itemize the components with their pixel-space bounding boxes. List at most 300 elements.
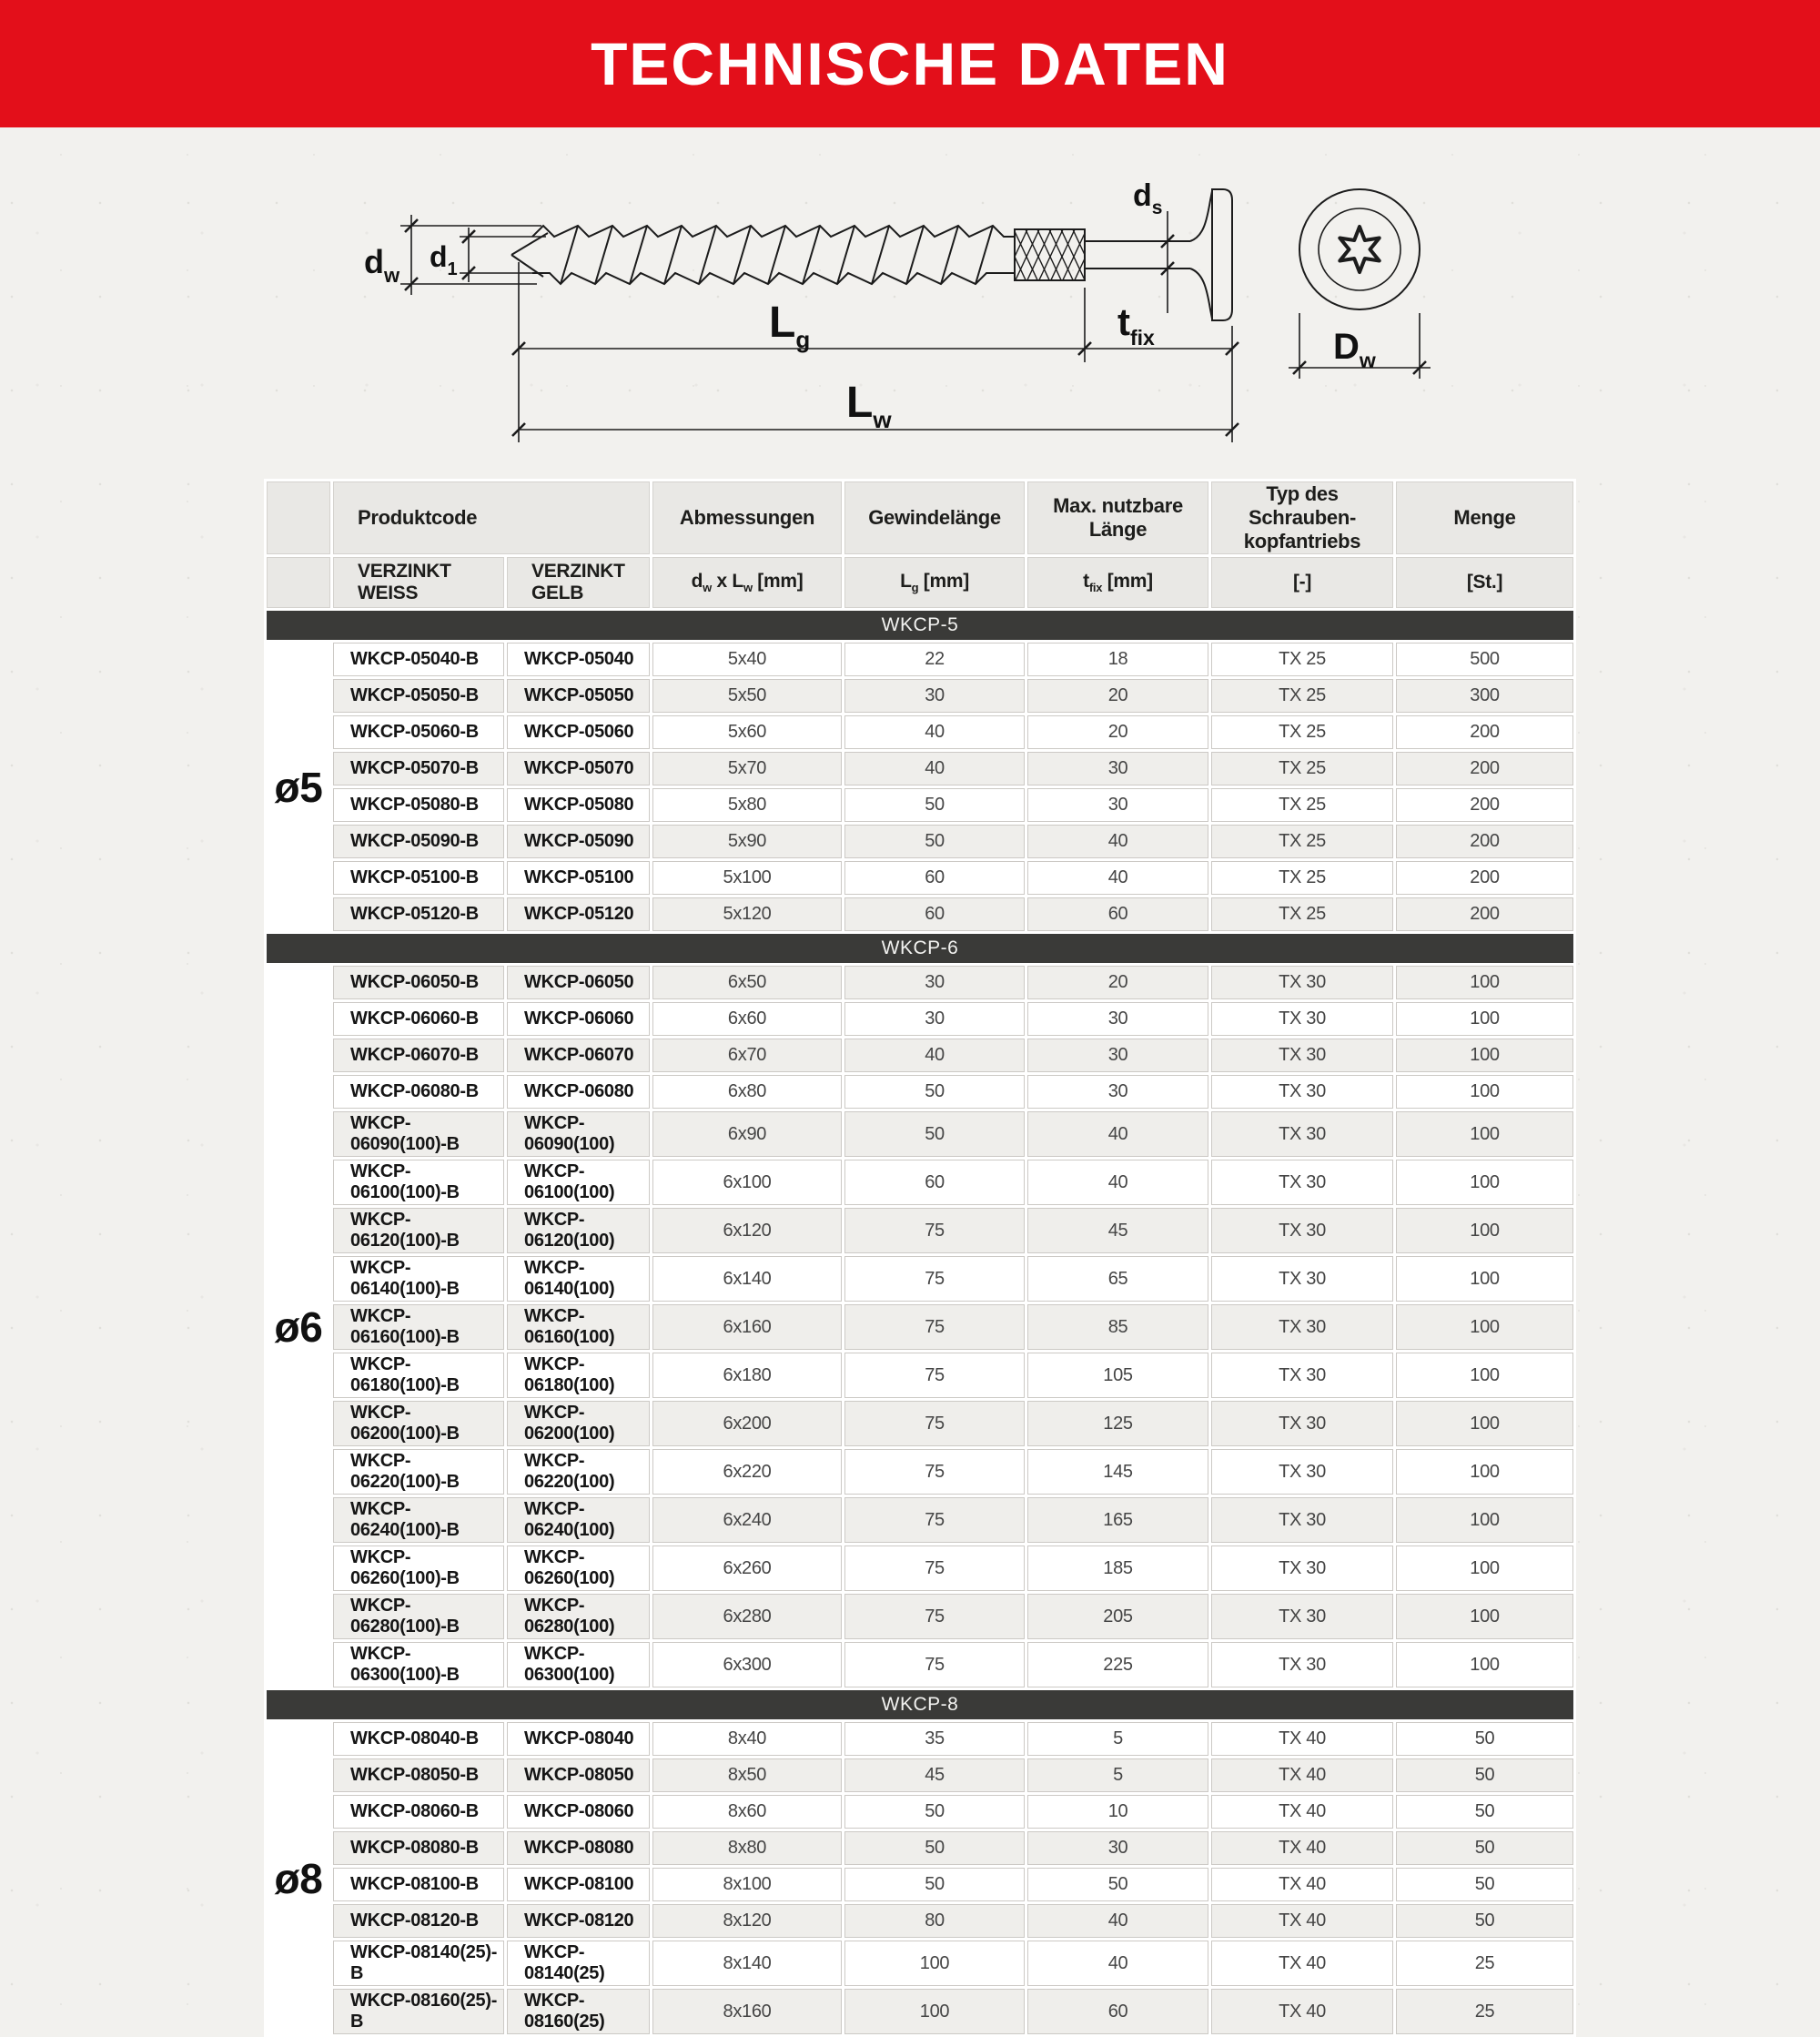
cell-antrieb: TX 30 <box>1211 1208 1393 1253</box>
cell-menge: 100 <box>1396 1594 1573 1639</box>
cell-max-nutzbare: 40 <box>1027 861 1208 895</box>
cell-code-weiss: WKCP-06120(100)-B <box>333 1208 504 1253</box>
cell-antrieb: TX 30 <box>1211 1002 1393 1036</box>
cell-max-nutzbare: 65 <box>1027 1256 1208 1302</box>
table-row <box>267 1642 1573 1687</box>
cell-max-nutzbare: 20 <box>1027 966 1208 999</box>
technical-data-table-wrap <box>264 479 1557 2037</box>
table-row <box>267 897 1573 931</box>
cell-max-nutzbare: 30 <box>1027 1039 1208 1072</box>
cell-code-weiss: WKCP-06280(100)-B <box>333 1594 504 1639</box>
table-row <box>267 1722 1573 1756</box>
cell-gewindelaenge: 60 <box>844 1160 1025 1205</box>
cell-abmessungen: 5x40 <box>652 643 842 676</box>
cell-abmessungen: 6x80 <box>652 1075 842 1109</box>
cell-abmessungen: 6x180 <box>652 1353 842 1398</box>
cell-antrieb: TX 30 <box>1211 1497 1393 1543</box>
cell-code-weiss: WKCP-06240(100)-B <box>333 1497 504 1543</box>
cell-antrieb: TX 30 <box>1211 1594 1393 1639</box>
cell-code-weiss: WKCP-08120-B <box>333 1904 504 1938</box>
cell-abmessungen: 8x80 <box>652 1831 842 1865</box>
cell-antrieb: TX 25 <box>1211 861 1393 895</box>
cell-gewindelaenge: 100 <box>844 1989 1025 2034</box>
cell-antrieb: TX 40 <box>1211 1989 1393 2034</box>
cell-gewindelaenge: 75 <box>844 1642 1025 1687</box>
cell-max-nutzbare: 165 <box>1027 1497 1208 1543</box>
cell-code-gelb: WKCP-08050 <box>507 1758 650 1792</box>
dim-dw <box>364 215 541 295</box>
dim-tfix <box>1085 300 1239 355</box>
cell-abmessungen: 6x300 <box>652 1642 842 1687</box>
cell-max-nutzbare: 30 <box>1027 1075 1208 1109</box>
cell-abmessungen: 6x120 <box>652 1208 842 1253</box>
section-band-row <box>267 1690 1573 1719</box>
cell-menge: 25 <box>1396 1941 1573 1986</box>
cell-code-gelb: WKCP-06180(100) <box>507 1353 650 1398</box>
cell-code-weiss: WKCP-05050-B <box>333 679 504 713</box>
cell-menge: 100 <box>1396 1304 1573 1350</box>
cell-abmessungen: 5x120 <box>652 897 842 931</box>
cell-menge: 200 <box>1396 825 1573 858</box>
cell-max-nutzbare: 40 <box>1027 1160 1208 1205</box>
cell-code-weiss: WKCP-08060-B <box>333 1795 504 1829</box>
section-band-row <box>267 934 1573 963</box>
cell-abmessungen: 6x90 <box>652 1111 842 1157</box>
cell-code-gelb: WKCP-06060 <box>507 1002 650 1036</box>
dim-label-dw-head: $D_w$ <box>1333 327 1376 372</box>
cell-antrieb: TX 30 <box>1211 1039 1393 1072</box>
table-row <box>267 1111 1573 1157</box>
table-row <box>267 1758 1573 1792</box>
cell-max-nutzbare: 20 <box>1027 679 1208 713</box>
header-typ-line1: Typ des Schrauben- <box>1249 482 1357 529</box>
screw-head-front-view <box>1289 189 1431 379</box>
cell-code-weiss: WKCP-06180(100)-B <box>333 1353 504 1398</box>
dim-label-dw: $d_w$ <box>364 243 400 287</box>
cell-gewindelaenge: 75 <box>844 1304 1025 1350</box>
cell-max-nutzbare: 40 <box>1027 1111 1208 1157</box>
cell-antrieb: TX 40 <box>1211 1795 1393 1829</box>
subheader-verzinkt-weiss: VERZINKT WEISS <box>333 557 504 608</box>
cell-abmessungen: 5x50 <box>652 679 842 713</box>
cell-code-gelb: WKCP-08100 <box>507 1868 650 1901</box>
table-row <box>267 679 1573 713</box>
cell-abmessungen: 8x40 <box>652 1722 842 1756</box>
cell-code-weiss: WKCP-06300(100)-B <box>333 1642 504 1687</box>
cell-menge: 50 <box>1396 1758 1573 1792</box>
cell-code-gelb: WKCP-05060 <box>507 715 650 749</box>
cell-code-weiss: WKCP-05080-B <box>333 788 504 822</box>
cell-code-gelb: WKCP-05070 <box>507 752 650 785</box>
table-row <box>267 1039 1573 1072</box>
cell-max-nutzbare: 30 <box>1027 788 1208 822</box>
cell-max-nutzbare: 60 <box>1027 1989 1208 2034</box>
cell-max-nutzbare: 40 <box>1027 1904 1208 1938</box>
cell-abmessungen: 8x60 <box>652 1795 842 1829</box>
cell-code-gelb: WKCP-06160(100) <box>507 1304 650 1350</box>
cell-antrieb: TX 30 <box>1211 966 1393 999</box>
cell-abmessungen: 8x120 <box>652 1904 842 1938</box>
cell-gewindelaenge: 60 <box>844 897 1025 931</box>
subheader-tfix: $t_{fix}$ [mm] <box>1027 557 1208 608</box>
technical-drawing <box>273 135 1456 467</box>
cell-code-gelb: WKCP-06280(100) <box>507 1594 650 1639</box>
cell-code-gelb: WKCP-08140(25) <box>507 1941 650 1986</box>
cell-menge: 100 <box>1396 1208 1573 1253</box>
table-row <box>267 1208 1573 1253</box>
cell-code-weiss: WKCP-08140(25)-B <box>333 1941 504 1986</box>
subheader-menge: [St.] <box>1396 557 1573 608</box>
cell-gewindelaenge: 60 <box>844 861 1025 895</box>
cell-gewindelaenge: 50 <box>844 1075 1025 1109</box>
cell-menge: 100 <box>1396 1545 1573 1591</box>
cell-code-gelb: WKCP-05050 <box>507 679 650 713</box>
header-typ-line2: kopfantriebs <box>1243 530 1361 552</box>
cell-antrieb: TX 30 <box>1211 1111 1393 1157</box>
cell-antrieb: TX 25 <box>1211 752 1393 785</box>
technical-data-table <box>264 479 1576 2037</box>
table-row <box>267 788 1573 822</box>
cell-code-gelb: WKCP-06070 <box>507 1039 650 1072</box>
cell-code-weiss: WKCP-05060-B <box>333 715 504 749</box>
header-produktcode: Produktcode <box>333 481 650 554</box>
cell-code-weiss: WKCP-06140(100)-B <box>333 1256 504 1302</box>
group-diameter-label: ø6 <box>267 966 330 1687</box>
cell-code-gelb: WKCP-08120 <box>507 1904 650 1938</box>
table-row <box>267 1075 1573 1109</box>
cell-antrieb: TX 25 <box>1211 897 1393 931</box>
dim-label-ds: $d_s$ <box>1133 178 1163 218</box>
cell-antrieb: TX 30 <box>1211 1075 1393 1109</box>
cell-gewindelaenge: 30 <box>844 679 1025 713</box>
cell-antrieb: TX 30 <box>1211 1160 1393 1205</box>
page-title: TECHNISCHE DATEN <box>591 30 1229 97</box>
header-menge: Menge <box>1396 481 1573 554</box>
cell-menge: 100 <box>1396 1353 1573 1398</box>
header-group-col <box>267 481 330 554</box>
table-row <box>267 1831 1573 1865</box>
cell-code-gelb: WKCP-06100(100) <box>507 1160 650 1205</box>
cell-gewindelaenge: 40 <box>844 715 1025 749</box>
cell-antrieb: TX 30 <box>1211 1304 1393 1350</box>
cell-max-nutzbare: 205 <box>1027 1594 1208 1639</box>
dim-ds <box>1133 178 1174 313</box>
cell-antrieb: TX 25 <box>1211 715 1393 749</box>
cell-code-gelb: WKCP-08040 <box>507 1722 650 1756</box>
cell-menge: 50 <box>1396 1795 1573 1829</box>
cell-max-nutzbare: 50 <box>1027 1868 1208 1901</box>
subheader-group-col <box>267 557 330 608</box>
cell-code-weiss: WKCP-05040-B <box>333 643 504 676</box>
table-row <box>267 1904 1573 1938</box>
subheader-typ: [-] <box>1211 557 1393 608</box>
cell-menge: 50 <box>1396 1722 1573 1756</box>
cell-antrieb: TX 30 <box>1211 1353 1393 1398</box>
table-row <box>267 1401 1573 1446</box>
dim-label-lg: $L_g$ <box>769 299 811 353</box>
cell-menge: 100 <box>1396 1497 1573 1543</box>
torx-recess-icon <box>1340 227 1379 272</box>
cell-max-nutzbare: 85 <box>1027 1304 1208 1350</box>
cell-abmessungen: 6x70 <box>652 1039 842 1072</box>
table-row <box>267 966 1573 999</box>
cell-menge: 25 <box>1396 1989 1573 2034</box>
cell-max-nutzbare: 60 <box>1027 897 1208 931</box>
title-banner <box>0 0 1820 127</box>
cell-code-gelb: WKCP-05040 <box>507 643 650 676</box>
cell-menge: 200 <box>1396 752 1573 785</box>
cell-code-weiss: WKCP-05100-B <box>333 861 504 895</box>
cell-code-weiss: WKCP-06070-B <box>333 1039 504 1072</box>
cell-menge: 200 <box>1396 715 1573 749</box>
cell-gewindelaenge: 75 <box>844 1594 1025 1639</box>
cell-menge: 100 <box>1396 1002 1573 1036</box>
table-row <box>267 715 1573 749</box>
cell-max-nutzbare: 18 <box>1027 643 1208 676</box>
dim-label-lw: $L_w$ <box>846 379 892 433</box>
cell-menge: 300 <box>1396 679 1573 713</box>
cell-max-nutzbare: 225 <box>1027 1642 1208 1687</box>
section-band-label: WKCP-6 <box>267 934 1573 963</box>
cell-code-gelb: WKCP-08160(25) <box>507 1989 650 2034</box>
cell-code-weiss: WKCP-05120-B <box>333 897 504 931</box>
dim-lg <box>512 299 1091 355</box>
cell-gewindelaenge: 100 <box>844 1941 1025 1986</box>
dim-label-tfix: $t_{fix}$ <box>1117 300 1155 350</box>
cell-gewindelaenge: 40 <box>844 1039 1025 1072</box>
cell-max-nutzbare: 40 <box>1027 1941 1208 1986</box>
table-row <box>267 1545 1573 1591</box>
cell-gewindelaenge: 75 <box>844 1497 1025 1543</box>
table-row <box>267 825 1573 858</box>
cell-abmessungen: 5x100 <box>652 861 842 895</box>
cell-menge: 100 <box>1396 1642 1573 1687</box>
table-row <box>267 1594 1573 1639</box>
cell-abmessungen: 6x160 <box>652 1304 842 1350</box>
cell-abmessungen: 6x220 <box>652 1449 842 1495</box>
cell-code-gelb: WKCP-08060 <box>507 1795 650 1829</box>
cell-abmessungen: 8x100 <box>652 1868 842 1901</box>
cell-antrieb: TX 30 <box>1211 1449 1393 1495</box>
table-row <box>267 1256 1573 1302</box>
cell-abmessungen: 8x160 <box>652 1989 842 2034</box>
cell-code-gelb: WKCP-05080 <box>507 788 650 822</box>
cell-gewindelaenge: 30 <box>844 966 1025 999</box>
cell-gewindelaenge: 75 <box>844 1449 1025 1495</box>
cell-code-gelb: WKCP-06260(100) <box>507 1545 650 1591</box>
cell-code-gelb: WKCP-05120 <box>507 897 650 931</box>
cell-menge: 50 <box>1396 1868 1573 1901</box>
cell-code-gelb: WKCP-05100 <box>507 861 650 895</box>
table-row <box>267 1497 1573 1543</box>
cell-gewindelaenge: 80 <box>844 1904 1025 1938</box>
cell-max-nutzbare: 185 <box>1027 1545 1208 1591</box>
cell-antrieb: TX 30 <box>1211 1401 1393 1446</box>
cell-antrieb: TX 30 <box>1211 1256 1393 1302</box>
cell-max-nutzbare: 20 <box>1027 715 1208 749</box>
cell-code-gelb: WKCP-06300(100) <box>507 1642 650 1687</box>
cell-gewindelaenge: 75 <box>844 1545 1025 1591</box>
cell-max-nutzbare: 5 <box>1027 1758 1208 1792</box>
cell-max-nutzbare: 10 <box>1027 1795 1208 1829</box>
cell-max-nutzbare: 125 <box>1027 1401 1208 1446</box>
cell-code-gelb: WKCP-05090 <box>507 825 650 858</box>
cell-antrieb: TX 40 <box>1211 1758 1393 1792</box>
cell-abmessungen: 5x70 <box>652 752 842 785</box>
cell-menge: 500 <box>1396 643 1573 676</box>
section-band-row <box>267 611 1573 640</box>
cell-menge: 100 <box>1396 1111 1573 1157</box>
table-row <box>267 1160 1573 1205</box>
cell-gewindelaenge: 75 <box>844 1353 1025 1398</box>
cell-code-gelb: WKCP-06140(100) <box>507 1256 650 1302</box>
cell-menge: 50 <box>1396 1831 1573 1865</box>
cell-code-weiss: WKCP-06100(100)-B <box>333 1160 504 1205</box>
cell-gewindelaenge: 50 <box>844 1111 1025 1157</box>
cell-menge: 100 <box>1396 1256 1573 1302</box>
cell-menge: 100 <box>1396 1160 1573 1205</box>
cell-gewindelaenge: 35 <box>844 1722 1025 1756</box>
header-row-1 <box>267 481 1573 554</box>
table-row <box>267 861 1573 895</box>
section-band-label: WKCP-5 <box>267 611 1573 640</box>
header-abmessungen: Abmessungen <box>652 481 842 554</box>
cell-menge: 50 <box>1396 1904 1573 1938</box>
cell-code-gelb: WKCP-06120(100) <box>507 1208 650 1253</box>
cell-code-weiss: WKCP-08160(25)-B <box>333 1989 504 2034</box>
cell-abmessungen: 5x80 <box>652 788 842 822</box>
cell-gewindelaenge: 50 <box>844 788 1025 822</box>
cell-code-gelb: WKCP-06240(100) <box>507 1497 650 1543</box>
cell-abmessungen: 6x60 <box>652 1002 842 1036</box>
cell-max-nutzbare: 45 <box>1027 1208 1208 1253</box>
dim-d1 <box>430 228 546 282</box>
cell-code-weiss: WKCP-06260(100)-B <box>333 1545 504 1591</box>
cell-abmessungen: 8x140 <box>652 1941 842 1986</box>
section-band-label: WKCP-8 <box>267 1690 1573 1719</box>
cell-menge: 200 <box>1396 861 1573 895</box>
cell-menge: 100 <box>1396 1039 1573 1072</box>
cell-menge: 100 <box>1396 1401 1573 1446</box>
cell-gewindelaenge: 40 <box>844 752 1025 785</box>
cell-menge: 100 <box>1396 1075 1573 1109</box>
cell-code-weiss: WKCP-05090-B <box>333 825 504 858</box>
cell-gewindelaenge: 50 <box>844 1868 1025 1901</box>
cell-menge: 200 <box>1396 788 1573 822</box>
cell-antrieb: TX 40 <box>1211 1904 1393 1938</box>
cell-abmessungen: 5x60 <box>652 715 842 749</box>
subheader-verzinkt-gelb: VERZINKT GELB <box>507 557 650 608</box>
table-row <box>267 1795 1573 1829</box>
cell-code-gelb: WKCP-06090(100) <box>507 1111 650 1157</box>
cell-abmessungen: 6x50 <box>652 966 842 999</box>
cell-code-gelb: WKCP-06200(100) <box>507 1401 650 1446</box>
cell-code-weiss: WKCP-08100-B <box>333 1868 504 1901</box>
cell-gewindelaenge: 50 <box>844 1795 1025 1829</box>
table-row <box>267 643 1573 676</box>
cell-antrieb: TX 40 <box>1211 1868 1393 1901</box>
cell-code-weiss: WKCP-08080-B <box>333 1831 504 1865</box>
cell-menge: 100 <box>1396 966 1573 999</box>
cell-abmessungen: 5x90 <box>652 825 842 858</box>
cell-max-nutzbare: 5 <box>1027 1722 1208 1756</box>
cell-antrieb: TX 40 <box>1211 1831 1393 1865</box>
table-row <box>267 752 1573 785</box>
cell-gewindelaenge: 75 <box>844 1256 1025 1302</box>
cell-abmessungen: 6x140 <box>652 1256 842 1302</box>
cell-antrieb: TX 25 <box>1211 825 1393 858</box>
cell-max-nutzbare: 105 <box>1027 1353 1208 1398</box>
dim-label-d1: $d_1$ <box>430 240 458 279</box>
dim-lw <box>512 379 1239 436</box>
table-row <box>267 1989 1573 2034</box>
cell-code-weiss: WKCP-06160(100)-B <box>333 1304 504 1350</box>
cell-code-gelb: WKCP-08080 <box>507 1831 650 1865</box>
cell-antrieb: TX 25 <box>1211 643 1393 676</box>
cell-menge: 100 <box>1396 1449 1573 1495</box>
cell-abmessungen: 6x200 <box>652 1401 842 1446</box>
cell-antrieb: TX 40 <box>1211 1722 1393 1756</box>
cell-max-nutzbare: 145 <box>1027 1449 1208 1495</box>
cell-code-gelb: WKCP-06220(100) <box>507 1449 650 1495</box>
cell-menge: 200 <box>1396 897 1573 931</box>
cell-max-nutzbare: 30 <box>1027 1831 1208 1865</box>
cell-max-nutzbare: 30 <box>1027 1002 1208 1036</box>
cell-gewindelaenge: 75 <box>844 1401 1025 1446</box>
table-row <box>267 1353 1573 1398</box>
cell-code-weiss: WKCP-06050-B <box>333 966 504 999</box>
cell-code-weiss: WKCP-06220(100)-B <box>333 1449 504 1495</box>
cell-gewindelaenge: 50 <box>844 1831 1025 1865</box>
cell-antrieb: TX 30 <box>1211 1642 1393 1687</box>
cell-max-nutzbare: 30 <box>1027 752 1208 785</box>
cell-abmessungen: 6x280 <box>652 1594 842 1639</box>
table-row <box>267 1449 1573 1495</box>
cell-abmessungen: 6x240 <box>652 1497 842 1543</box>
cell-max-nutzbare: 40 <box>1027 825 1208 858</box>
table-row <box>267 1002 1573 1036</box>
cell-abmessungen: 6x260 <box>652 1545 842 1591</box>
cell-antrieb: TX 25 <box>1211 788 1393 822</box>
table-row <box>267 1868 1573 1901</box>
cell-antrieb: TX 25 <box>1211 679 1393 713</box>
cell-abmessungen: 8x50 <box>652 1758 842 1792</box>
group-diameter-label: ø8 <box>267 1722 330 2034</box>
screw-dimension-diagram <box>273 135 1456 467</box>
cell-code-gelb: WKCP-06080 <box>507 1075 650 1109</box>
table-row <box>267 1941 1573 1986</box>
cell-code-weiss: WKCP-08040-B <box>333 1722 504 1756</box>
cell-gewindelaenge: 45 <box>844 1758 1025 1792</box>
cell-code-gelb: WKCP-06050 <box>507 966 650 999</box>
cell-code-weiss: WKCP-06200(100)-B <box>333 1401 504 1446</box>
cell-gewindelaenge: 22 <box>844 643 1025 676</box>
cell-gewindelaenge: 30 <box>844 1002 1025 1036</box>
cell-antrieb: TX 40 <box>1211 1941 1393 1986</box>
group-diameter-label: ø5 <box>267 643 330 931</box>
cell-gewindelaenge: 50 <box>844 825 1025 858</box>
cell-code-weiss: WKCP-05070-B <box>333 752 504 785</box>
cell-code-weiss: WKCP-06090(100)-B <box>333 1111 504 1157</box>
cell-abmessungen: 6x100 <box>652 1160 842 1205</box>
subheader-gewindelaenge: $L_g$ [mm] <box>844 557 1025 608</box>
header-gewindelaenge: Gewindelänge <box>844 481 1025 554</box>
header-row-2 <box>267 557 1573 608</box>
cell-antrieb: TX 30 <box>1211 1545 1393 1591</box>
cell-code-weiss: WKCP-06060-B <box>333 1002 504 1036</box>
cell-code-weiss: WKCP-08050-B <box>333 1758 504 1792</box>
header-typ-antrieb <box>1211 481 1393 554</box>
